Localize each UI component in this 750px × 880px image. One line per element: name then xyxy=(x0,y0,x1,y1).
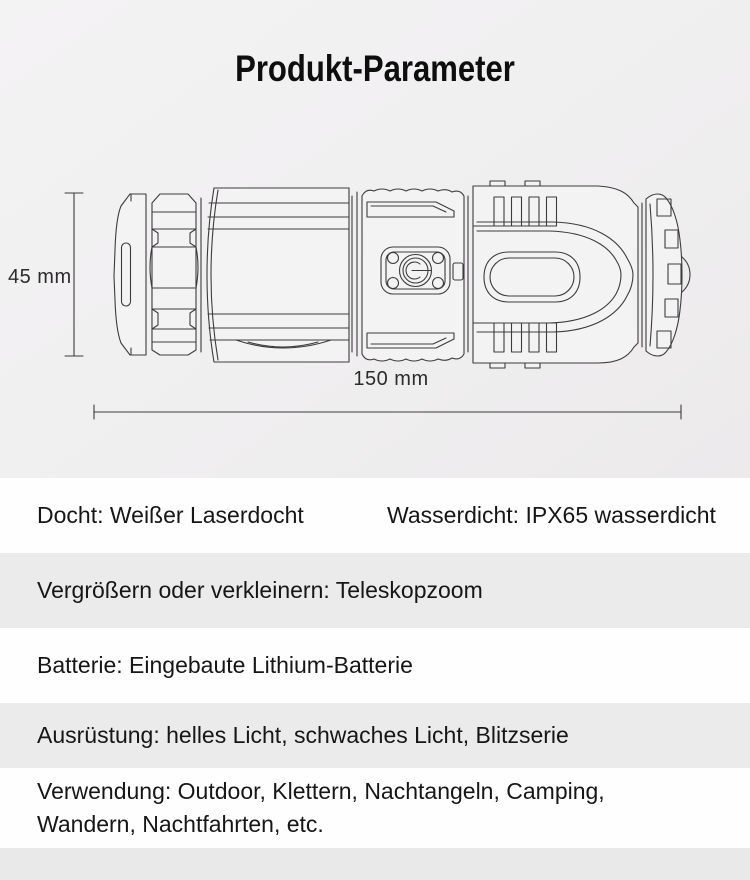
footer-band xyxy=(0,848,750,880)
spec-batterie: Batterie: Eingebaute Lithium-Batterie xyxy=(37,652,413,678)
flashlight-body xyxy=(207,188,349,362)
tail-cap xyxy=(642,194,690,356)
spec-row-ausruestung xyxy=(0,703,750,768)
spec-row-batterie xyxy=(0,628,750,703)
flashlight-head xyxy=(114,194,146,355)
page-title: Produkt-Parameter xyxy=(235,48,515,89)
dimension-length-line xyxy=(94,405,681,419)
spec-verwendung: Verwendung: Outdoor, Klettern, Nachtangeln, Camping, Wandern, Nachtfahrten, etc. xyxy=(37,778,605,837)
length-dimension-label: 150 mm xyxy=(353,368,429,390)
spec-table xyxy=(0,478,750,880)
spec-row-docht-wasserdicht xyxy=(0,478,750,553)
grip-section xyxy=(473,181,638,368)
spec-row-zoom xyxy=(0,553,750,628)
spec-row-verwendung xyxy=(0,768,750,848)
spec-ausruestung: Ausrüstung: helles Licht, schwaches Licht, Blitzserie xyxy=(37,722,569,748)
spec-wasserdicht: Wasserdicht: IPX65 wasserdicht xyxy=(387,502,716,528)
height-dimension-label: 45 mm xyxy=(8,266,72,288)
zoom-ring xyxy=(150,194,201,355)
spec-docht: Docht: Weißer Laserdocht xyxy=(37,502,304,528)
spec-zoom: Vergrößern oder verkleinern: Teleskopzoom xyxy=(37,577,483,603)
power-button-panel xyxy=(352,189,468,361)
